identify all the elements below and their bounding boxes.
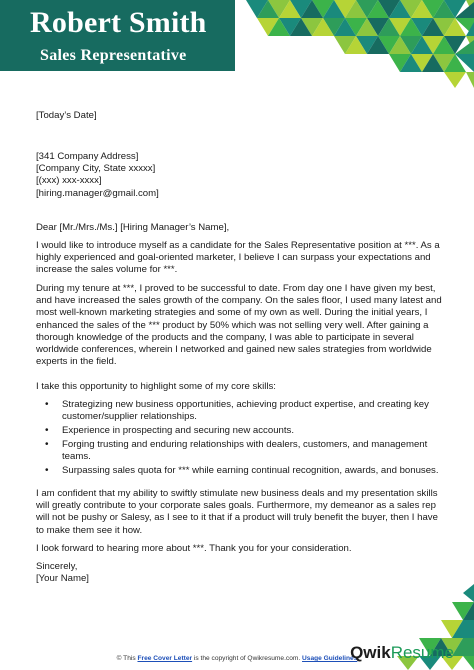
skills-intro: I take this opportunity to highlight some of my core skills: (36, 381, 276, 392)
skills-list (36, 399, 444, 478)
usage-guidelines-link[interactable]: Usage Guidelines (302, 655, 358, 662)
experience-paragraph: During my tenure at ***, I proved to be successful to date. From day one I have given my best, and have increased the sales growth of the company. On the sales floor, I used many latest and most well-known marketing strategies and some of my own as well. During the initial years, I enhanced the sales of the *** product by 50% which was not selling very well. After gaining a thorough knowledge of the products and the company, I was able to participate in several worldwide conferences, wherein I networked and gained new sales strategies from worldwide experts in the field. (36, 283, 442, 368)
list-item: • Forging trusting and enduring relationships with dealers, customers, and management teams. (62, 439, 444, 463)
list-item: • Strategizing new business opportunities, achieving product expertise, and creating key customer/supplier relationships. (62, 399, 444, 423)
intro-paragraph: I would like to introduce myself as a candidate for the Sales Representative position at ***. As a highly experienced and goal-oriented marketer, I believe I can surpass your expectations and increase the sales volume for ***. (36, 240, 440, 276)
closing-paragraph: I look forward to hearing more about ***. Thank you for your consideration. (36, 543, 352, 554)
signature-name: [Your Name] (36, 573, 89, 584)
footer-prefix: © This (116, 655, 138, 662)
closing-phrase: Sincerely, (36, 561, 78, 572)
list-item: • Experience in prospecting and securing new accounts. (62, 425, 444, 437)
address-line: [hiring.manager@gmail.com] (36, 187, 159, 199)
salutation: Dear [Mr./Mrs./Ms.] [Hiring Manager’s Name], (36, 222, 230, 233)
free-cover-letter-link[interactable]: Free Cover Letter (137, 655, 193, 662)
confidence-paragraph: I am confident that my ability to swiftly stimulate new business deals and my presentation skills will greatly contribute to your corporate sales goals. Furthermore, my demeanor as a sales rep will not be pushy or Salesy, as I see to it that if a product will truly benefit the buyer, then I have to make them see it how. (36, 488, 438, 536)
address-line: [341 Company Address] (36, 151, 139, 162)
geometric-decoration-top (246, 0, 474, 88)
letter-date: [Today’s Date] (36, 110, 97, 121)
applicant-title: Sales Representative (40, 47, 187, 64)
recipient-address (36, 151, 159, 200)
address-line: [Company City, State xxxxx] (36, 163, 156, 175)
qwikresume-logo: QwikResume (350, 643, 454, 662)
address-line: [(xxx) xxx-xxxx] (36, 175, 102, 187)
list-item: • Surpassing sales quota for *** while earning continual recognition, awards, and bonuses. (62, 465, 444, 477)
applicant-name: Robert Smith (30, 6, 207, 39)
footer-middle: is the copyright of Qwikresume.com. (192, 655, 303, 662)
